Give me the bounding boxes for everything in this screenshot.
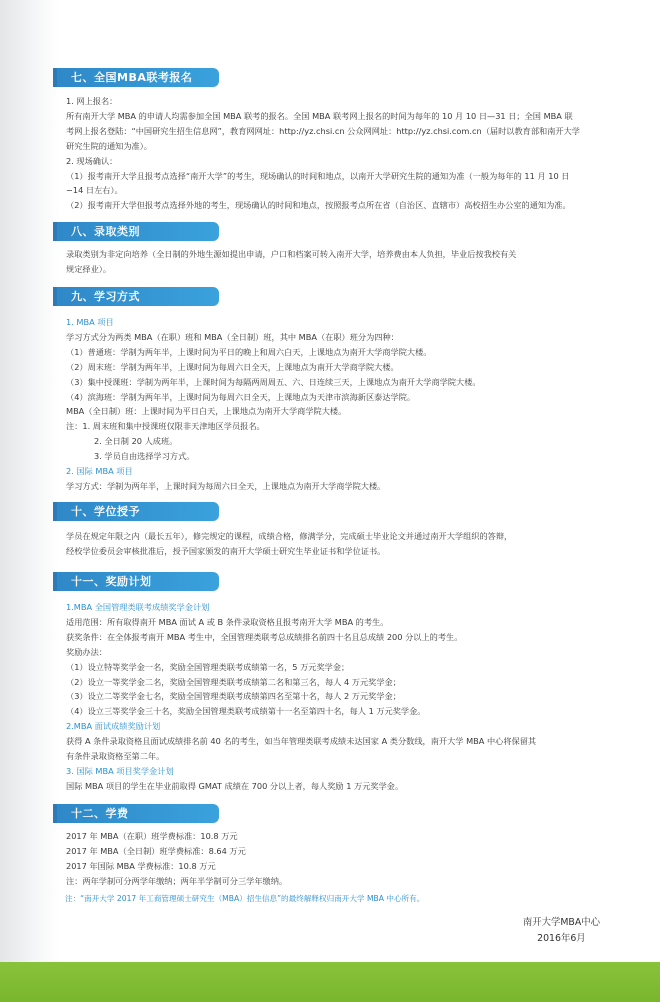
text-line: 获得 A 条件录取资格且面试成绩排名前 40 名的考生，如当年管理类联考成绩未达国家 A 类分数线，南开大学 MBA 中心将保留其 (66, 736, 537, 747)
text-line: 有条件录取资格至第二年。 (66, 751, 165, 762)
text-line: （3）设立二等奖学金七名，奖励全国管理类联考成绩第四名至第十名，每人 2 万元奖学金； (66, 691, 401, 702)
text-line: 3. 学员自由选择学习方式。 (94, 451, 195, 462)
text-line: 注：两年学制可分两学年缴纳；两年半学制可分三学年缴纳。 (66, 875, 288, 886)
text-line: 注：1. 周末班和集中授课班仅限非天津地区学员报名。 (66, 421, 265, 432)
text-line: 录取类别为非定向培养（全日制的外地生源如提出申请，户口和档案可转入南开大学，培养费由本人负担，毕业后按我校有关 (66, 249, 517, 259)
text-line: 经校学位委员会审核批准后，授予国家颁发的南开大学硕士研究生毕业证书和学位证书。 (66, 545, 386, 556)
text-line: 研究生院的通知为准）。 (66, 140, 152, 151)
section-header (57, 572, 219, 591)
signature-org: 南开大学MBA中心 (522, 917, 600, 928)
text-line: 2. 全日制 20 人成班。 (94, 436, 178, 447)
section-header (57, 68, 219, 87)
text-line: （2）设立一等奖学金二名，奖励全国管理类联考成绩第二名和第三名，每人 4 万元奖学金； (66, 676, 401, 687)
signature-date: 2016年6月 (537, 933, 586, 944)
text-line: 2017 年 MBA（全日制）班学费标准：8.64 万元 (66, 845, 246, 856)
text-line: 奖励办法： (66, 646, 107, 657)
text-line: 2017 年国际 MBA 学费标准：10.8 万元 (66, 860, 216, 871)
text-line: MBA（全日制）班：上课时间为平日白天，上课地点为南开大学商学院大楼。 (66, 406, 347, 417)
section-title: 十二、学费 (71, 807, 129, 820)
section-study-mode (57, 287, 617, 494)
section-tuition (57, 804, 617, 889)
section-degree-award (57, 502, 617, 559)
text-line: 2017 年 MBA（在职）班学费标准：10.8 万元 (66, 831, 238, 841)
text-line: 适用范围：所有取得南开 MBA 面试 A 或 B 条件录取资格且报考南开大学 MBA 的考生。 (66, 616, 389, 627)
text-line: （1）报考南开大学且报考点选择“南开大学”的考生，现场确认的时间和地点，以南开大学研究生院的通知为准（一般为每年的 11 月 10 日 (66, 170, 570, 181)
section-title: 九、学习方式 (71, 290, 140, 303)
section-title: 七、全国MBA联考报名 (71, 71, 193, 84)
subheading: 2.MBA 面试成绩奖励计划 (66, 721, 161, 732)
text-line: 2. 现场确认： (66, 155, 118, 166)
section-header (57, 287, 219, 306)
text-line: （4）设立三等奖学金三十名，奖励全国管理类联考成绩第十一名至第四十名，每人 1 万元奖学金。 (66, 706, 426, 717)
text-line: 国际 MBA 项目的学生在毕业前取得 GMAT 成绩在 700 分以上者，每人奖励 1 万元奖学金。 (66, 780, 404, 791)
text-line: 所有南开大学 MBA 的申请人均需参加全国 MBA 联考的报名。全国 MBA 联考网上报名的时间为每年的 10 月 10 日—31 日；全国 MBA 联 (66, 110, 573, 121)
text-line: 学员在规定年限之内（最长五年），修完规定的课程，成绩合格，修满学分，完成硕士毕业论文并通过南开大学组织的答辩， (66, 531, 513, 541)
footer-green-band (0, 962, 660, 1002)
section-title: 八、录取类别 (71, 225, 140, 238)
section-mba-registration (57, 68, 617, 213)
text-line: 学习方式：学制为两年半，上课时间为每周六日全天，上课地点为南开大学商学院大楼。 (66, 480, 386, 491)
section-admission-category (57, 222, 617, 277)
section-header (57, 222, 219, 241)
interpretation-note: 注：“南开大学 2017 年工商管理硕士研究生（MBA）招生信息”的最终解释权归南开大学 MBA 中心所有。 (65, 894, 425, 903)
section-header (57, 502, 219, 521)
subheading: 3. 国际 MBA 项目奖学金计划 (66, 765, 174, 776)
text-line: 考网上报名登陆：“中国研究生招生信息网”，教育网网址：http://yz.chsi.cn 公众网网址：http://yz.chsi.com.cn（届时以教育部和南开大学 (66, 125, 580, 136)
subheading: 1. MBA 项目 (66, 317, 114, 327)
section-title: 十一、奖励计划 (71, 575, 152, 588)
text-line: 学习方式分为两类 MBA（在职）班和 MBA（全日制）班，其中 MBA（在职）班分为四种： (66, 331, 399, 342)
text-line: （3）集中授课班：学制为两年半，上课时间为每隔两周周五、六、日连续三天，上课地点为南开大学商学院大楼。 (66, 376, 481, 387)
subheading: 2. 国际 MBA 项目 (66, 466, 133, 477)
signature-block (523, 915, 600, 947)
text-line: （2）报考南开大学但报考点选择外地的考生，现场确认的时间和地点，按照报考点所在省（自治区、直辖市）高校招生办公室的通知为准。 (66, 200, 571, 211)
text-line: （1）普通班：学制为两年半，上课时间为平日的晚上和周六白天，上课地点为南开大学商学院大楼。 (66, 346, 432, 357)
section-title: 十、学位授予 (71, 505, 140, 518)
text-line: −14 日左右）。 (66, 185, 123, 196)
text-line: （2）周末班：学制为两年半，上课时间为每周六日全天，上课地点为南开大学商学院大楼。 (66, 361, 399, 372)
text-line: 获奖条件：在全体报考南开 MBA 考生中，全国管理类联考总成绩排名前四十名且总成绩 200 分以上的考生。 (66, 631, 463, 642)
text-line: 规定择业）。 (66, 263, 112, 274)
subheading: 1.MBA 全国管理类联考成绩奖学金计划 (66, 602, 210, 612)
text-line: （1）设立特等奖学金一名，奖励全国管理类联考成绩第一名，5 万元奖学金； (66, 661, 350, 672)
text-line: （4）滨海班：学制为两年半，上课时间为每周六日全天，上课地点为天津市滨海新区泰达学院。 (66, 391, 416, 402)
section-scholarship-plan (57, 572, 617, 794)
text-line: 1. 网上报名： (66, 96, 118, 106)
section-header (57, 804, 219, 823)
